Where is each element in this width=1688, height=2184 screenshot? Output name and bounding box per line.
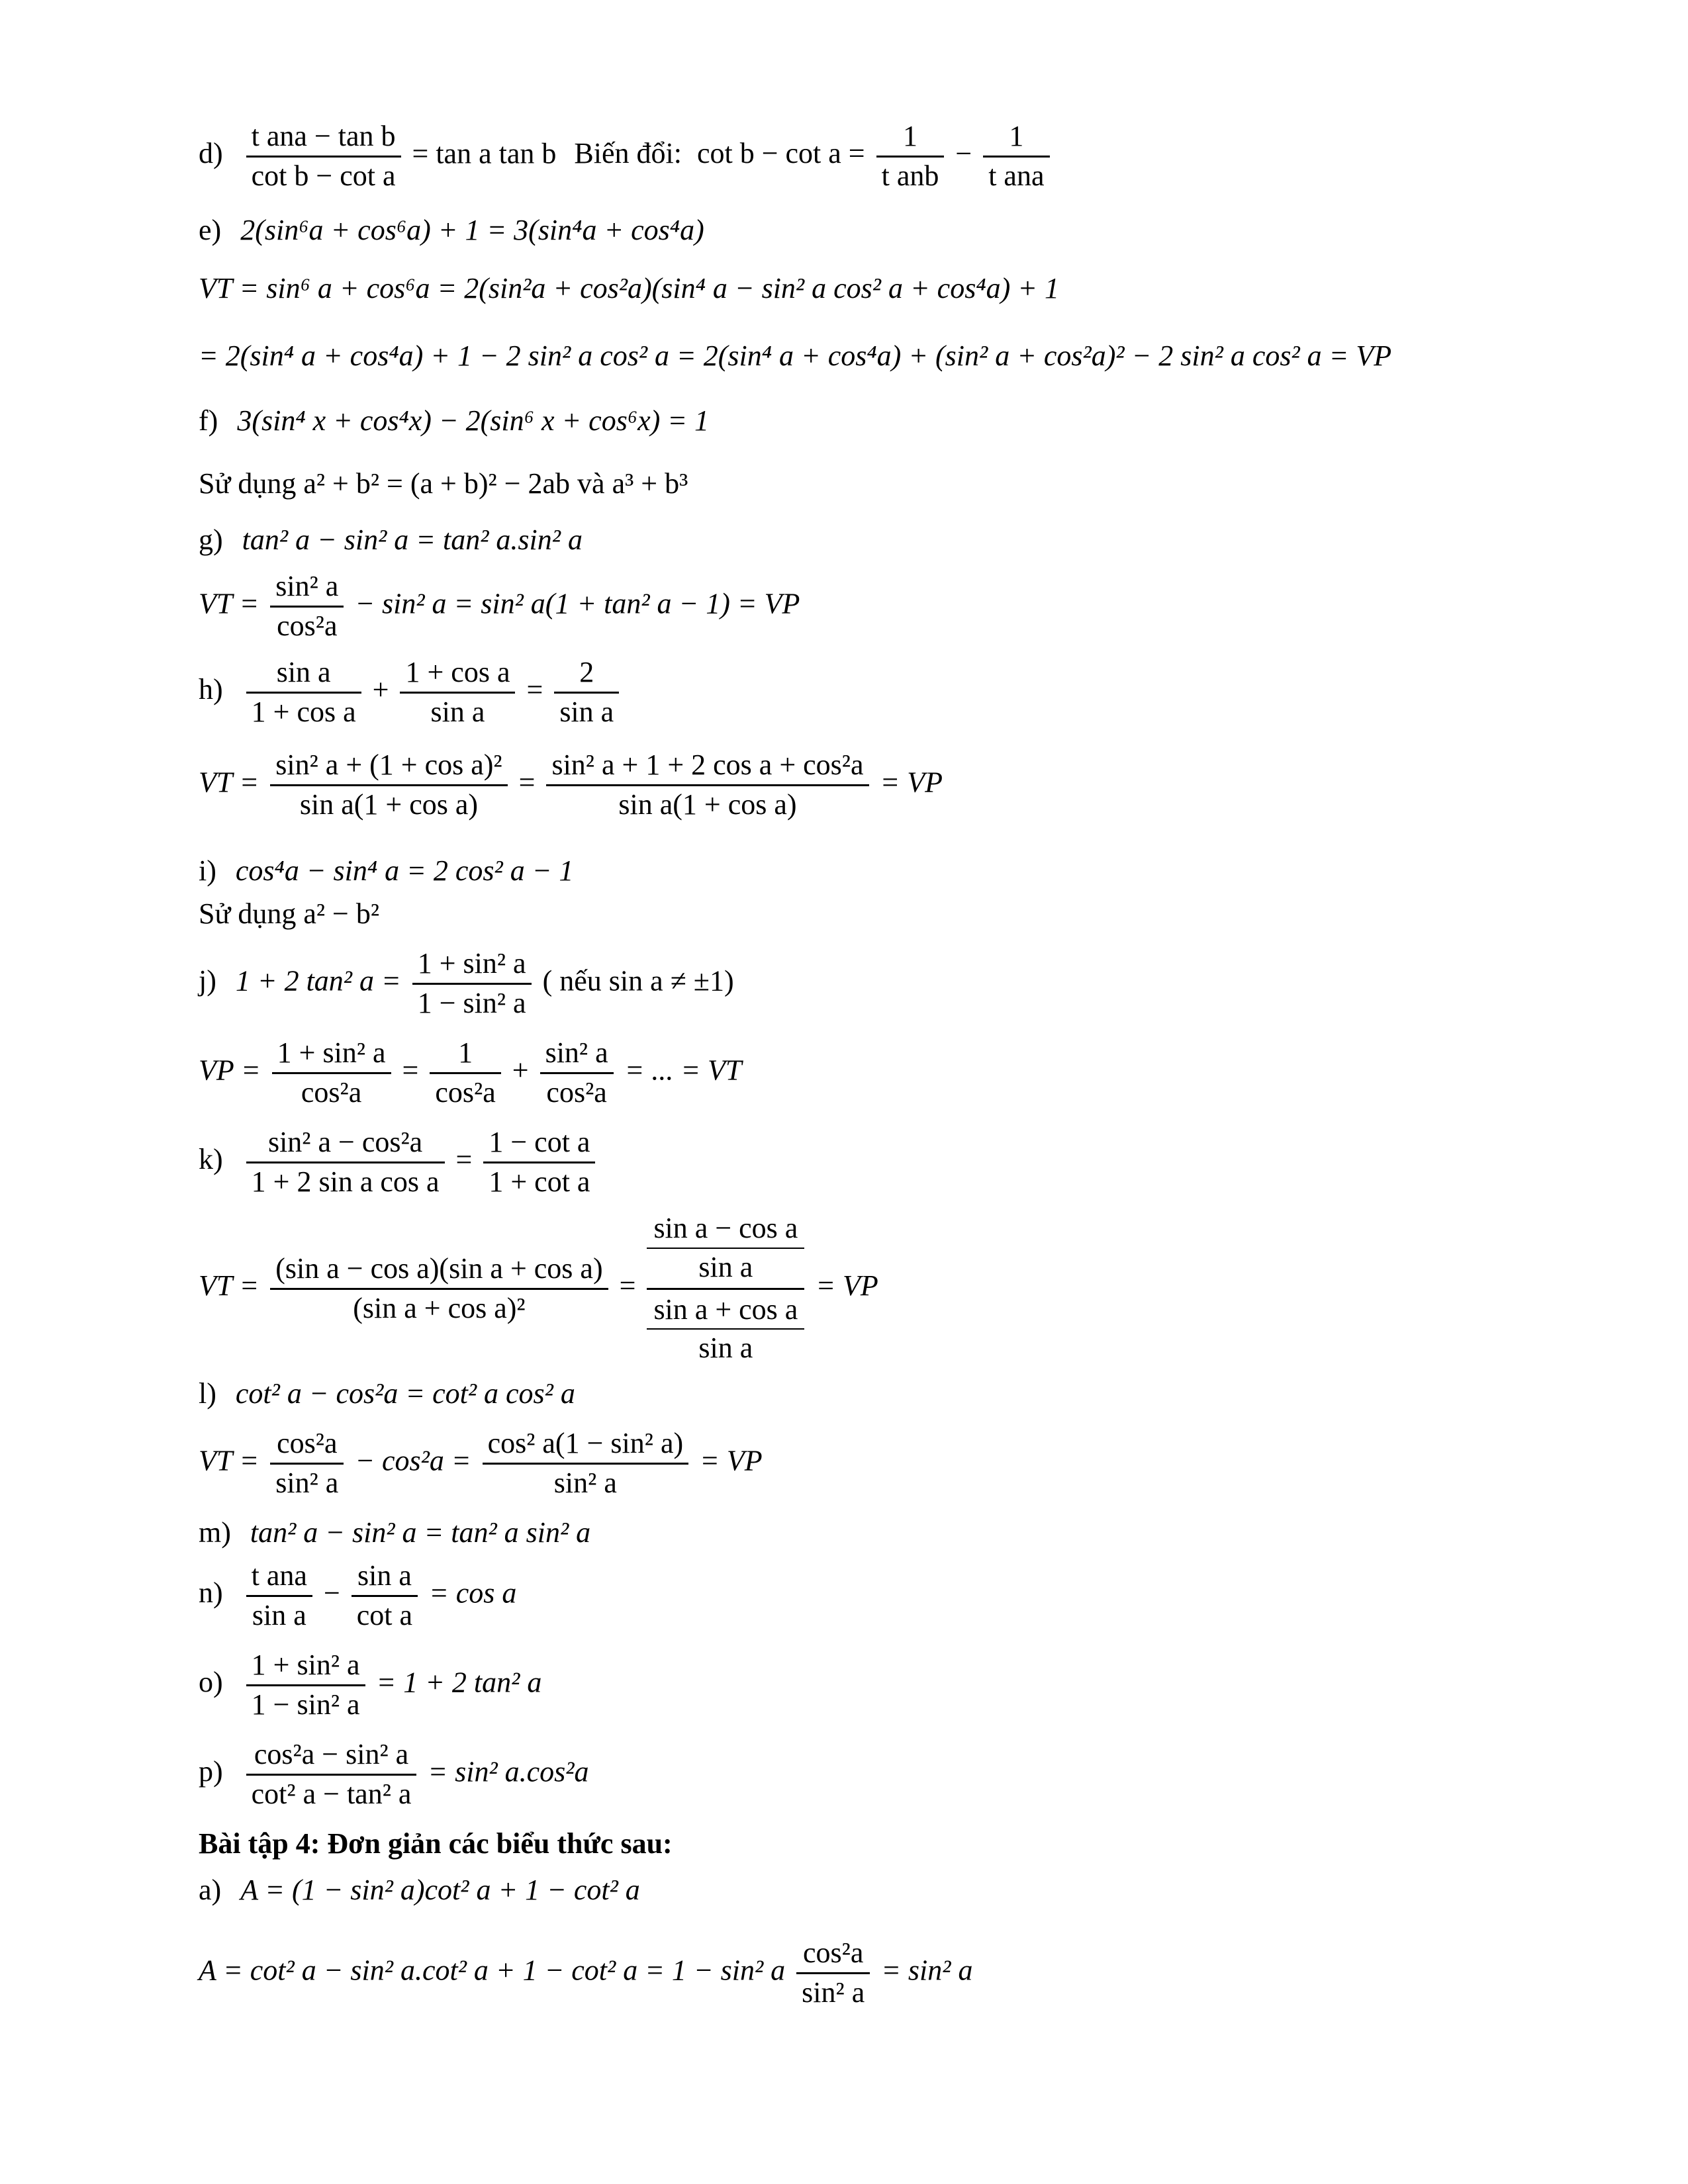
fraction-d-lhs: $\frac{\text{t ana − tan b}}{\text{cot b − cot a}}$: [246, 119, 401, 194]
fraction-d-2: $\frac{1}{\text{t ana}}$: [983, 119, 1049, 194]
exercise-p: p) $\frac{\text{cos²a − sin² a}}{\text{cot² a − tan² a}}$ = sin² a.cos²a: [199, 1738, 589, 1810]
exercise-g-vt: VT = $\frac{\text{sin² a}}{\text{cos²a}}$ − sin² a = sin² a(1 + tan² a − 1) = VP: [199, 570, 800, 642]
exercise-k-vt: VT = $\frac{\text{(sin a − cos a)(sin a + cos a)}}{\text{(sin a + cos a)²}}$ = $\frac{\frac{\text{sin a − cos a}}{\text{sin a}}}{\frac{\text{sin a + cos a}}{\text{sin a}}}$ = VP: [199, 1212, 878, 1365]
exercise-j: j) 1 + 2 tan² a = $\frac{\text{1 + sin² a}}{\text{1 − sin² a}}$ ( nếu sin a ≠ ±1): [199, 947, 734, 1019]
exercise-h: h) $\frac{\text{sin a}}{\text{1 + cos a}}$ + $\frac{\text{1 + cos a}}{\text{sin a}}$ = $\frac{2}{\text{sin a}}$: [199, 655, 623, 730]
exercise-l: l) cot² a − cos²a = cot² a cos² a: [199, 1377, 575, 1410]
exercise-f: f) 3(sin⁴ x + cos⁴x) − 2(sin⁶ x + cos⁶x) = 1: [199, 404, 709, 437]
exercise-4a: a) A = (1 − sin² a)cot² a + 1 − cot² a: [199, 1874, 640, 1906]
exercise-e-vt2: = 2(sin⁴ a + cos⁴a) + 1 − 2 sin² a cos² a = 2(sin⁴ a + cos⁴a) + (sin² a + cos²a)² − 2 sin² a cos² a = VP: [199, 340, 1392, 372]
exercise-g: g) tan² a − sin² a = tan² a.sin² a: [199, 523, 583, 556]
exercise-n: n) $\frac{\text{t ana}}{\text{sin a}}$ − $\frac{\text{sin a}}{\text{cot a}}$ = cos a: [199, 1559, 517, 1631]
exercise-f-hint: Sử dụng a² + b² = (a + b)² − 2ab và a³ + b³: [199, 467, 688, 500]
exercise-e-vt: VT = sin⁶ a + cos⁶a = 2(sin²a + cos²a)(sin⁴ a − sin² a cos² a + cos⁴a) + 1: [199, 272, 1059, 304]
label-d: d): [199, 137, 223, 170]
exercise-h-vt: VT = $\frac{\text{sin² a + (1 + cos a)²}}{\text{sin a(1 + cos a)}}$ = $\frac{\text{sin² a + 1 + 2 cos a + cos²a}}{\text{sin a(1 + cos a)}}$ = VP: [199, 749, 943, 821]
exercise-l-vt: VT = $\frac{\text{cos²a}}{\text{sin² a}}$ − cos²a = $\frac{\text{cos² a(1 − sin² a)}}{\text{sin² a}}$ = VP: [199, 1427, 763, 1499]
exercise-m: m) tan² a − sin² a = tan² a sin² a: [199, 1516, 591, 1549]
exercise-i: i) cos⁴a − sin⁴ a = 2 cos² a − 1: [199, 854, 574, 887]
exercise-4a-work: A = cot² a − sin² a.cot² a + 1 − cot² a = 1 − sin² a $\frac{\text{cos²a}}{\text{sin² a}}$ = sin² a: [199, 1936, 973, 2009]
exercise-j-vp: VP = $\frac{\text{1 + sin² a}}{\text{cos²a}}$ = $\frac{1}{\text{cos²a}}$ + $\frac{\text{sin² a}}{\text{cos²a}}$ = ... = VT: [199, 1036, 742, 1109]
exercise-k: k) $\frac{\text{sin² a − cos²a}}{\text{1 + 2 sin a cos a}}$ = $\frac{\text{1 − cot a}}{\text{1 + cot a}}$: [199, 1125, 599, 1200]
exercise-d: d) $\frac{\text{t ana − tan b}}{\text{cot b − cot a}}$ = tan a tan b Biến đổi: cot b − cot a = $\frac{1}{\text{t anb}}$ − $\frac{1}{\text{t ana}}$: [199, 119, 1054, 194]
exercise-4-title: Bài tập 4: Đơn giản các biểu thức sau:: [199, 1827, 673, 1860]
exercise-i-hint: Sử dụng a² − b²: [199, 897, 380, 930]
exercise-o: o) $\frac{\text{1 + sin² a}}{\text{1 − sin² a}}$ = 1 + 2 tan² a: [199, 1649, 542, 1721]
fraction-d-1: $\frac{1}{\text{t anb}}$: [876, 119, 945, 194]
exercise-e: e) 2(sin⁶a + cos⁶a) + 1 = 3(sin⁴a + cos⁴a): [199, 214, 704, 246]
